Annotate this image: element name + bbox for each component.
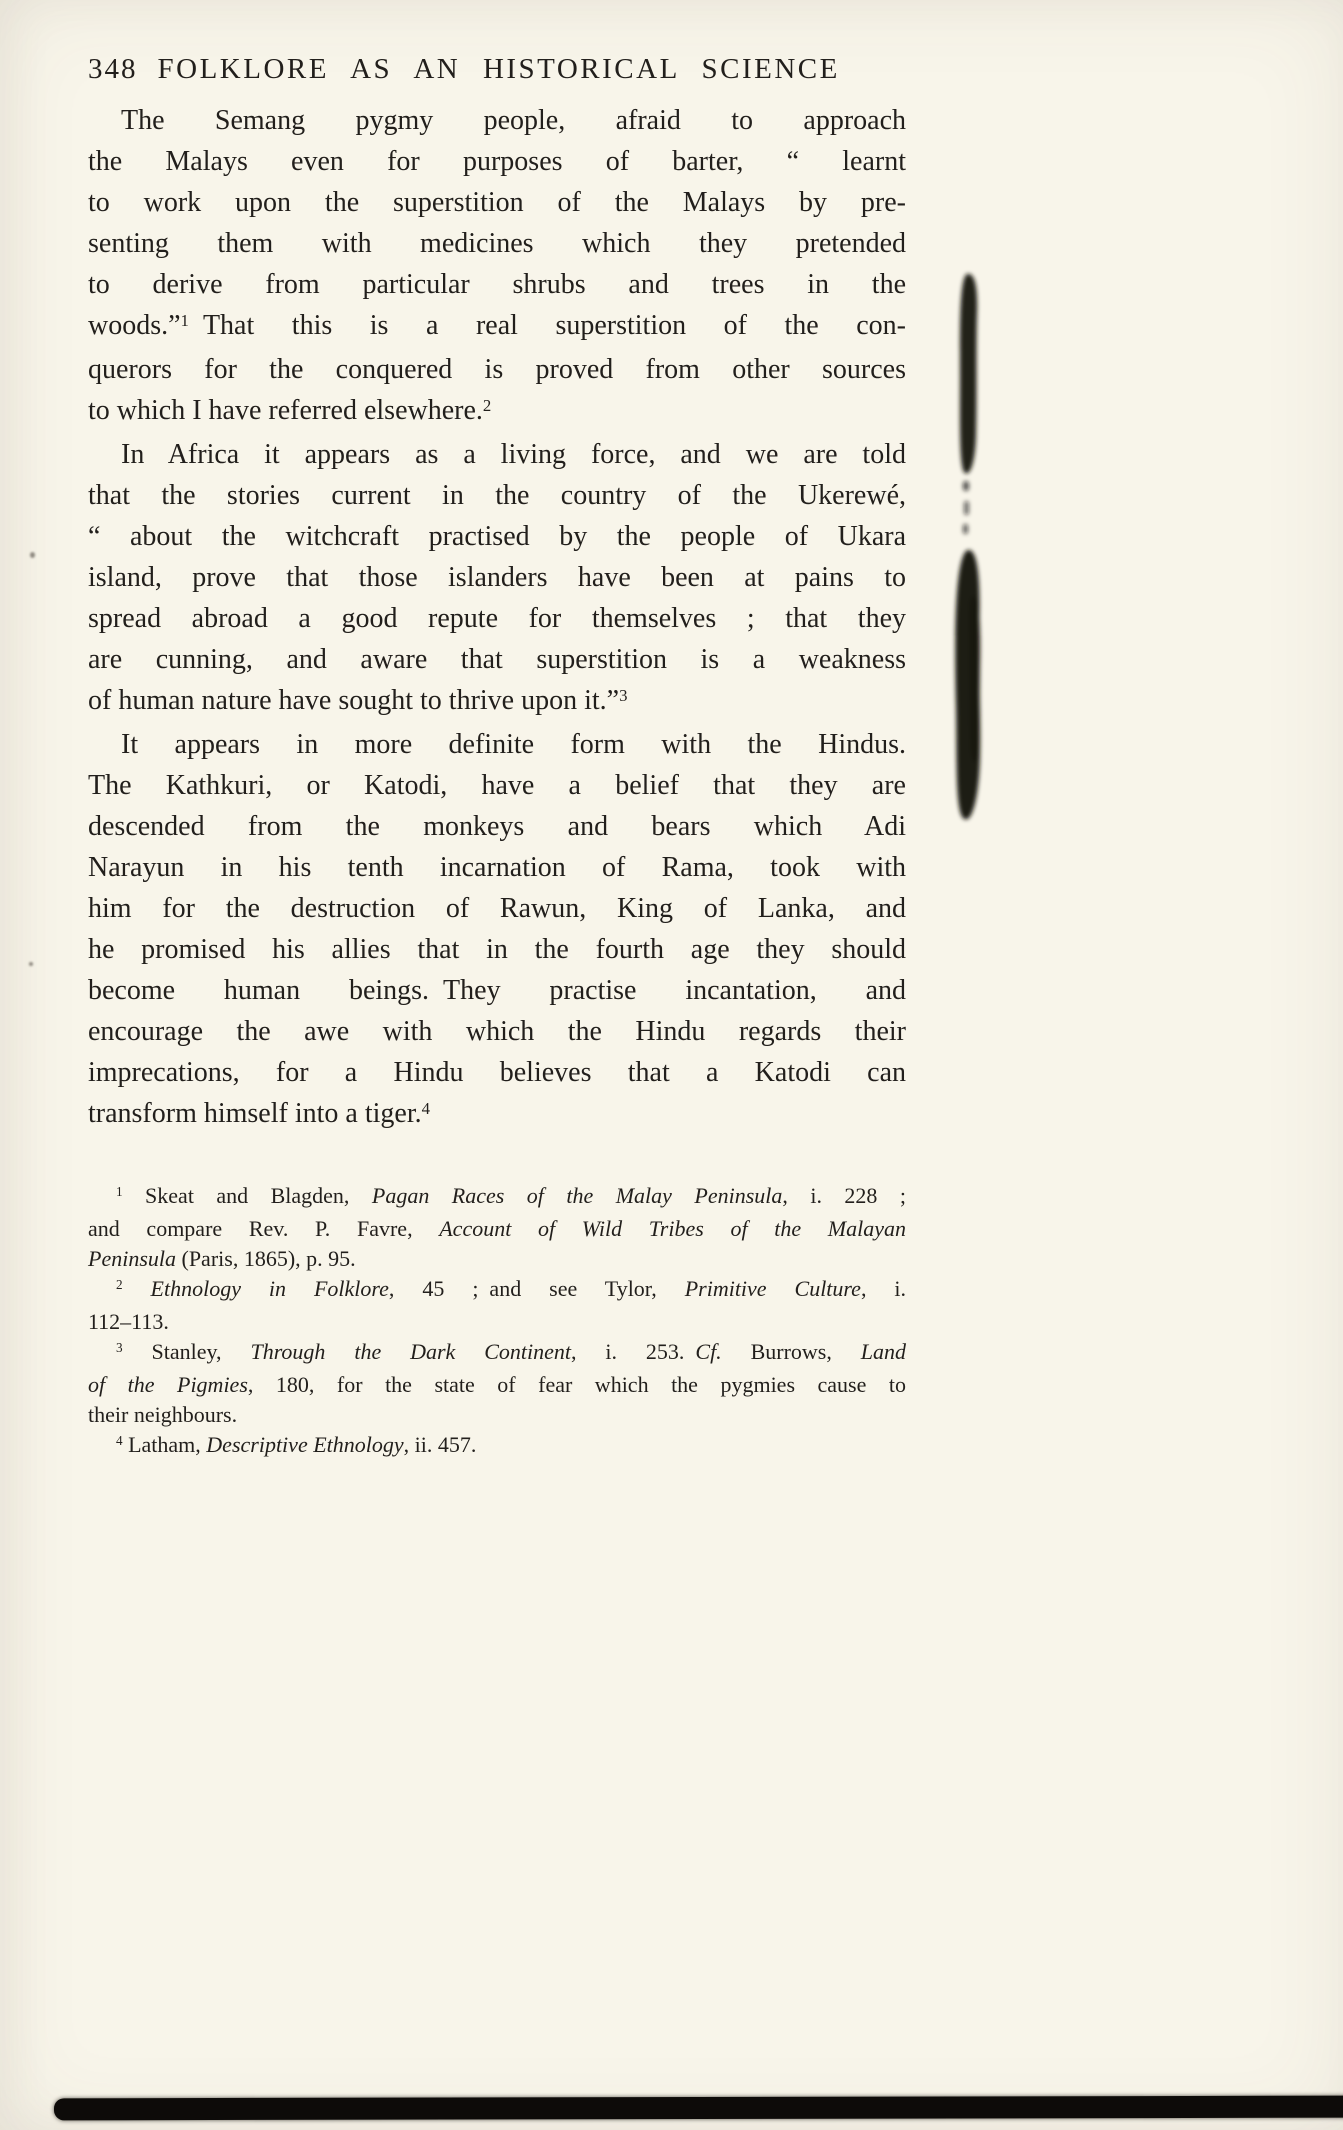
text-segment: Skeat and Blagden,: [122, 1183, 372, 1208]
text-segment: and compare Rev. P. Favre,: [88, 1216, 440, 1241]
footnote-ref: 2: [116, 1277, 123, 1293]
text-segment: spread abroad a good repute for themselves ; that they: [88, 603, 906, 634]
text-segment: Primitive Culture: [684, 1276, 861, 1301]
text-line: [88, 390, 906, 434]
text-line: [88, 264, 906, 305]
text-segment: island, prove that those islanders have been at pains to: [88, 562, 906, 593]
text-segment: Account of Wild Tribes of the Malayan: [439, 1216, 906, 1241]
text-segment: Through the Dark Continent: [250, 1339, 571, 1364]
text-line: [88, 1370, 906, 1400]
text-segment: Burrows,: [721, 1339, 861, 1364]
footnote-ref: 2: [482, 395, 492, 415]
text-line: [88, 100, 906, 141]
text-segment: , 180, for the state of fear which the pygmies cause to: [247, 1372, 906, 1397]
page-content: [88, 50, 906, 1463]
text-line: [88, 680, 906, 724]
footnote: [88, 1430, 906, 1463]
text-segment: encourage the awe with which the Hindu regards their: [88, 1016, 906, 1047]
text-segment: , 45 ; and see Tylor,: [388, 1276, 685, 1301]
text-line: [88, 1181, 906, 1214]
text-segment: Peninsula: [88, 1246, 176, 1271]
text-segment: , i. 228 ;: [782, 1183, 906, 1208]
text-segment: Cf.: [695, 1339, 722, 1364]
text-segment: him for the destruction of Rawun, King of Lanka, and: [88, 893, 906, 924]
text-segment: That this is a real superstition of the con-: [188, 310, 906, 341]
body-text: [88, 100, 906, 1137]
text-segment: senting them with medicines which they pretended: [88, 228, 906, 259]
text-line: [88, 182, 906, 223]
text-segment: their neighbours.: [88, 1402, 238, 1427]
text-line: [88, 223, 906, 264]
text-segment: that the stories current in the country of the Ukerewé,: [88, 480, 906, 511]
text-line: [88, 598, 906, 639]
text-line: [88, 806, 906, 847]
text-line: [88, 888, 906, 929]
text-line: [88, 847, 906, 888]
text-line: [88, 1400, 906, 1430]
footnote-ref: 1: [116, 1184, 123, 1200]
text-segment: to derive from particular shrubs and trees in the: [88, 269, 906, 300]
footnote-ref: 1: [180, 310, 189, 330]
text-line: [88, 557, 906, 598]
text-segment: , i. 253.: [570, 1339, 696, 1364]
scan-edge-artifact: [54, 2096, 1343, 2121]
text-line: [88, 1430, 906, 1463]
text-segment: become human beings. They practise incantation, and: [88, 975, 906, 1006]
text-line: [88, 1052, 906, 1093]
page-number: 348: [88, 53, 138, 85]
text-segment: 112–113.: [88, 1309, 169, 1334]
text-segment: Descriptive Ethnology: [206, 1432, 404, 1457]
text-line: [88, 1274, 906, 1307]
text-line: [88, 305, 906, 349]
text-line: [88, 765, 906, 806]
text-segment: he promised his allies that in the fourth age they should: [88, 934, 906, 965]
paper-speck: [29, 962, 33, 966]
text-segment: Latham,: [122, 1432, 207, 1457]
text-segment: Ethnology in Folklore: [150, 1276, 389, 1301]
text-line: [88, 929, 906, 970]
text-segment: of human nature have sought to thrive upon it.”: [88, 685, 620, 716]
text-segment: the Malays even for purposes of barter, “ learnt: [88, 146, 906, 177]
body-paragraph: [88, 434, 906, 724]
text-segment: In Africa it appears as a living force, and we are told: [121, 439, 906, 470]
text-line: [88, 349, 906, 390]
footnote: [88, 1274, 906, 1337]
text-line: [88, 1011, 906, 1052]
text-segment: “ about the witchcraft practised by the people of Ukara: [88, 521, 906, 552]
scan-smudge-artifact: [933, 266, 1003, 846]
text-segment: The Semang pygmy people, afraid to approach: [121, 105, 906, 136]
text-line: [88, 1214, 906, 1244]
footnote-ref: 4: [421, 1098, 430, 1118]
footnote-ref: 4: [116, 1433, 123, 1449]
text-segment: It appears in more definite form with the Hindus.: [121, 729, 906, 760]
footnote: [88, 1181, 906, 1274]
text-segment: transform himself into a tiger.: [88, 1098, 422, 1129]
text-segment: , ii. 457.: [403, 1432, 477, 1457]
text-segment: imprecations, for a Hindu believes that a Katodi can: [88, 1057, 906, 1088]
text-segment: to work upon the superstition of the Malays by pre-: [88, 187, 906, 218]
text-line: [88, 1337, 906, 1370]
text-segment: , i.: [860, 1276, 906, 1301]
text-segment: (Paris, 1865), p. 95.: [176, 1246, 356, 1271]
text-line: [88, 141, 906, 182]
footnote: [88, 1337, 906, 1430]
text-segment: Narayun in his tenth incarnation of Rama, took with: [88, 852, 906, 883]
text-segment: The Kathkuri, or Katodi, have a belief that they are: [88, 770, 906, 801]
text-segment: descended from the monkeys and bears which Adi: [88, 811, 906, 842]
text-segment: Land: [860, 1339, 906, 1364]
text-segment: Stanley,: [122, 1339, 251, 1364]
body-paragraph: [88, 724, 906, 1137]
text-line: [88, 434, 906, 475]
text-segment: are cunning, and aware that superstition is a weakness: [88, 644, 906, 675]
running-header: [88, 50, 906, 88]
text-line: [88, 516, 906, 557]
text-segment: Pagan Races of the Malay Peninsula: [371, 1183, 783, 1208]
footnote-ref: 3: [116, 1340, 123, 1356]
text-segment: querors for the conquered is proved from other sources: [88, 354, 906, 385]
text-line: [88, 724, 906, 765]
text-segment: to which I have referred elsewhere.: [88, 395, 483, 426]
footnote-ref: 3: [619, 685, 628, 705]
text-line: [88, 1093, 906, 1137]
body-paragraph: [88, 100, 906, 434]
text-line: [88, 1244, 906, 1274]
text-segment: of the Pigmies: [88, 1372, 248, 1397]
text-line: [88, 639, 906, 680]
footnotes: [88, 1181, 906, 1463]
text-line: [88, 970, 906, 1011]
text-segment: woods.”: [88, 310, 181, 341]
running-title: FOLKLORE AS AN HISTORICAL SCIENCE: [157, 53, 840, 85]
text-segment: [123, 1276, 151, 1301]
text-line: [88, 475, 906, 516]
text-line: [88, 1307, 906, 1337]
paper-speck: [30, 552, 35, 558]
